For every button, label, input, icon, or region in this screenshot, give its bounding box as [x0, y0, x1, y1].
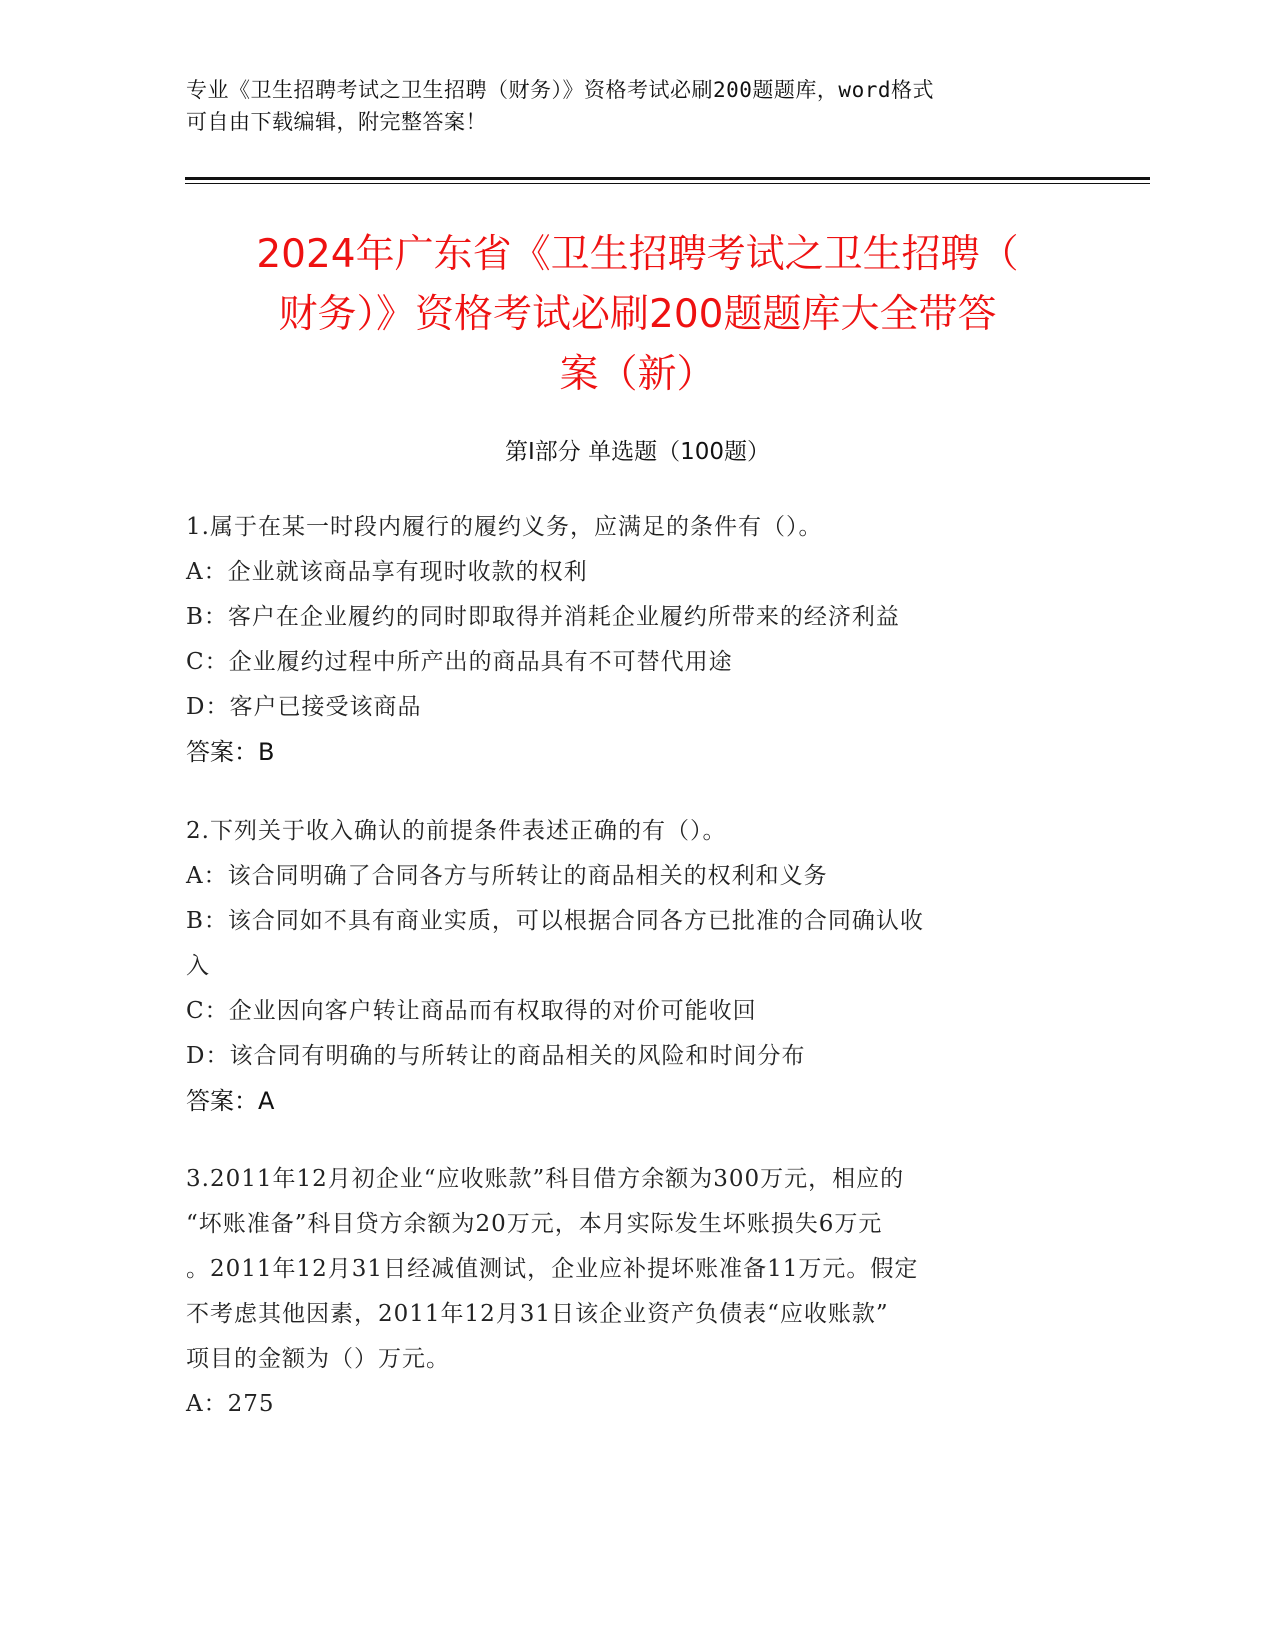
question-stem: 3.2011年12月初企业“应收账款”科目借方余额为300万元，相应的 — [186, 1166, 905, 1192]
question-3 — [186, 1157, 1086, 1427]
header-note — [186, 74, 1086, 138]
option-d: D：该合同有明确的与所转让的商品相关的风险和时间分布 — [186, 1043, 806, 1069]
question-stem: “坏账准备”科目贷方余额为20万元，本月实际发生坏账损失6万元 — [186, 1211, 883, 1237]
option-b: B：客户在企业履约的同时即取得并消耗企业履约所带来的经济利益 — [186, 604, 900, 630]
question-2 — [186, 809, 1086, 1124]
option-d: D：客户已接受该商品 — [186, 694, 422, 720]
question-stem: 项目的金额为（）万元。 — [186, 1346, 450, 1372]
header-divider-thin — [185, 183, 1150, 184]
title-line: 财务）》资格考试必刷200题题库大全带答 — [278, 292, 997, 337]
question-stem: 不考虑其他因素，2011年12月31日该企业资产负债表“应收账款” — [186, 1301, 889, 1327]
header-note-line: 专业《卫生招聘考试之卫生招聘（财务）》资格考试必刷200题题库，word格式 — [186, 78, 934, 102]
answer-label: 答案：B — [186, 738, 275, 766]
title-line: 案（新） — [559, 352, 716, 397]
option-a: A：该合同明确了合同各方与所转让的商品相关的权利和义务 — [186, 863, 828, 889]
option-b-continued: 入 — [186, 953, 210, 979]
question-stem: 。2011年12月31日经减值测试，企业应补提坏账准备11万元。假定 — [186, 1256, 919, 1282]
option-c: C：企业履约过程中所产出的商品具有不可替代用途 — [186, 649, 733, 675]
header-note-line: 可自由下载编辑，附完整答案！ — [186, 110, 487, 134]
option-a: A：275 — [186, 1391, 275, 1417]
answer-label: 答案：A — [186, 1087, 275, 1115]
section-title: 第I部分 单选题（100题） — [505, 439, 770, 465]
option-c: C：企业因向客户转让商品而有权取得的对价可能收回 — [186, 998, 757, 1024]
document-title — [150, 225, 1125, 405]
question-stem: 2.下列关于收入确认的前提条件表述正确的有（）。 — [186, 818, 727, 844]
header-divider-thick — [185, 177, 1150, 180]
question-1 — [186, 505, 1086, 775]
option-b: B：该合同如不具有商业实质，可以根据合同各方已批准的合同确认收 — [186, 908, 924, 934]
option-a: A：企业就该商品享有现时收款的权利 — [186, 559, 588, 585]
title-line: 2024年广东省《卫生招聘考试之卫生招聘（ — [256, 232, 1019, 277]
question-stem: 1.属于在某一时段内履行的履约义务，应满足的条件有（）。 — [186, 514, 823, 540]
